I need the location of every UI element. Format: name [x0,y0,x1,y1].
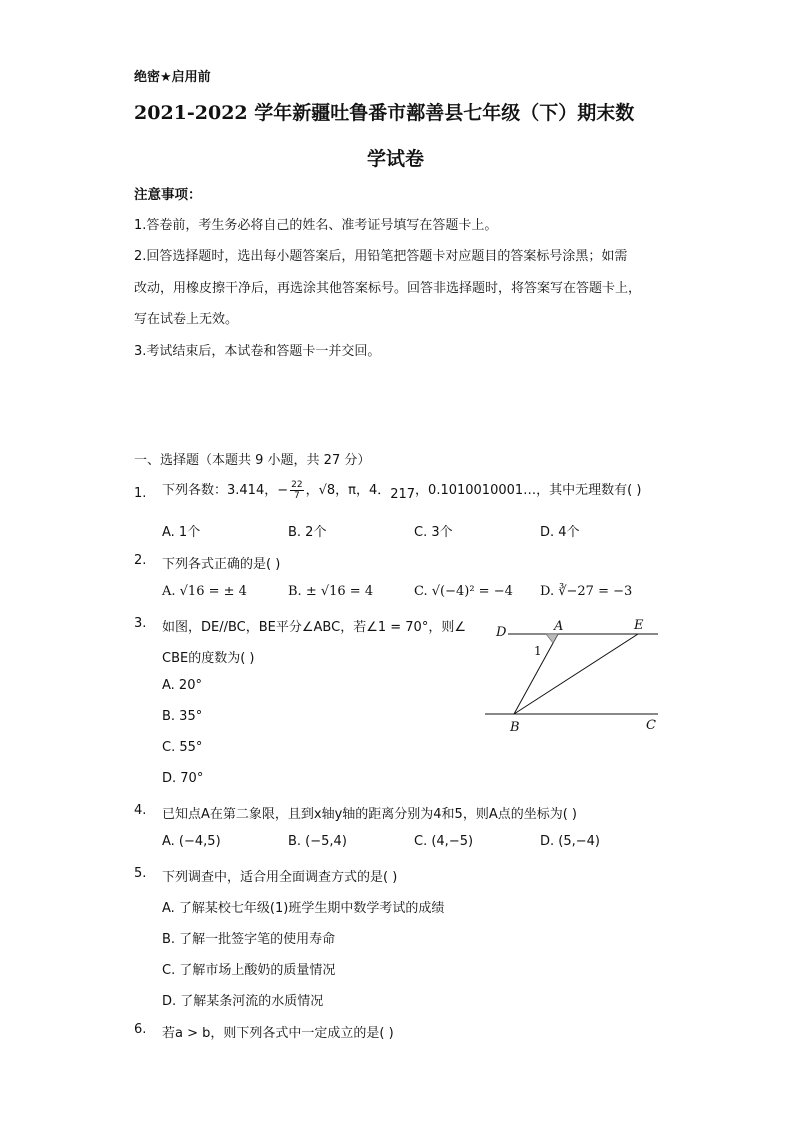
label-angle-1: 1 [534,644,542,658]
q4-option-c: C. (4,−5) [414,834,474,849]
question-1-text [162,478,641,504]
q1-option-a: A. 1个 [162,525,201,540]
q3-option-b: B. 35° [162,709,203,724]
notice-line-3: 改动，用橡皮擦干净后，再选涂其他答案标号。回答非选择题时，将答案写在答题卡上， [134,281,642,296]
question-1-number: 1. [134,486,147,501]
section-heading: 一、选择题（本题共 9 小题，共 27 分） [134,453,371,468]
q1-option-c: C. 3个 [414,525,453,540]
notice-line-2: 2.回答选择题时，选出每小题答案后，用铅笔把答题卡对应题目的答案标号涂黑；如需 [134,249,628,264]
q1-option-d: D. 4个 [540,525,580,540]
q2-option-d: D. ∛−27 = −3 [540,584,633,599]
q1-frac-den: 7 [293,491,300,501]
question-2-text: 下列各式正确的是( ) [162,557,281,572]
confidential-mark: 绝密★启用前 [134,70,211,85]
label-d: D [496,625,507,640]
q4-option-a: A. (−4,5) [162,834,221,849]
q2-option-b: B. ± √16 = 4 [288,584,374,599]
q1-mid: ，√8，π，4． [305,483,391,498]
q1-frac-num: 22 [291,480,303,490]
notice-heading: 注意事项： [134,187,202,203]
question-3-line2: CBE的度数为( ) [162,651,255,666]
notice-line-4: 写在试卷上无效。 [134,312,239,327]
label-c: C [646,718,656,733]
q3-option-a: A. 20° [162,678,202,693]
exam-title-line1: 2021-2022 学年新疆吐鲁番市鄯善县七年级（下）期末数 [134,102,635,124]
question-5-text: 下列调查中，适合用全面调查方式的是( ) [162,870,398,885]
q3-option-c: C. 55° [162,740,203,755]
notice-line-5: 3.考试结束后，本试卷和答题卡一并交回。 [134,344,381,359]
question-3-number: 3. [134,616,147,631]
question-4-text: 已知点A在第二象限，且到x轴y轴的距离分别为4和5，则A点的坐标为( ) [162,807,577,822]
q2-option-a: A. √16 = ± 4 [162,584,247,599]
question-5-number: 5. [134,866,147,881]
line-be [514,634,638,714]
notice-line-1: 1.答卷前，考生务必将自己的姓名、准考证号填写在答题卡上。 [134,218,498,233]
q3-geometry-figure [480,612,680,742]
q4-option-d: D. (5,−4) [540,834,600,849]
q1-repeating: 217 [390,487,416,502]
label-e: E [634,618,644,633]
q5-option-d: D. 了解某条河流的水质情况 [162,994,324,1009]
angle-1-arc [546,634,558,643]
question-3-line1: 如图，DE//BC，BE平分∠ABC，若∠1 = 70°，则∠ [162,620,466,635]
q5-option-b: B. 了解一批签字笔的使用寿命 [162,932,336,947]
q1-fraction [290,480,303,501]
q5-option-a: A. 了解某校七年级(1)班学生期中数学考试的成绩 [162,901,445,916]
q3-option-d: D. 70° [162,771,204,786]
q2-option-c: C. √(−4)² = −4 [414,584,513,599]
q1-suffix: ，0.1010010001…，其中无理数有( ) [415,483,642,498]
q1-prefix: 下列各数：3.414，− [162,483,289,498]
q5-option-c: C. 了解市场上酸奶的质量情况 [162,963,336,978]
label-a: A [554,619,564,634]
label-b: B [510,720,520,735]
question-6-text: 若a > b，则下列各式中一定成立的是( ) [162,1026,394,1041]
question-4-number: 4. [134,803,147,818]
q4-option-b: B. (−5,4) [288,834,347,849]
q1-option-b: B. 2个 [288,525,327,540]
question-2-number: 2. [134,553,147,568]
question-6-number: 6. [134,1022,147,1037]
exam-title-line2: 学试卷 [367,148,425,170]
